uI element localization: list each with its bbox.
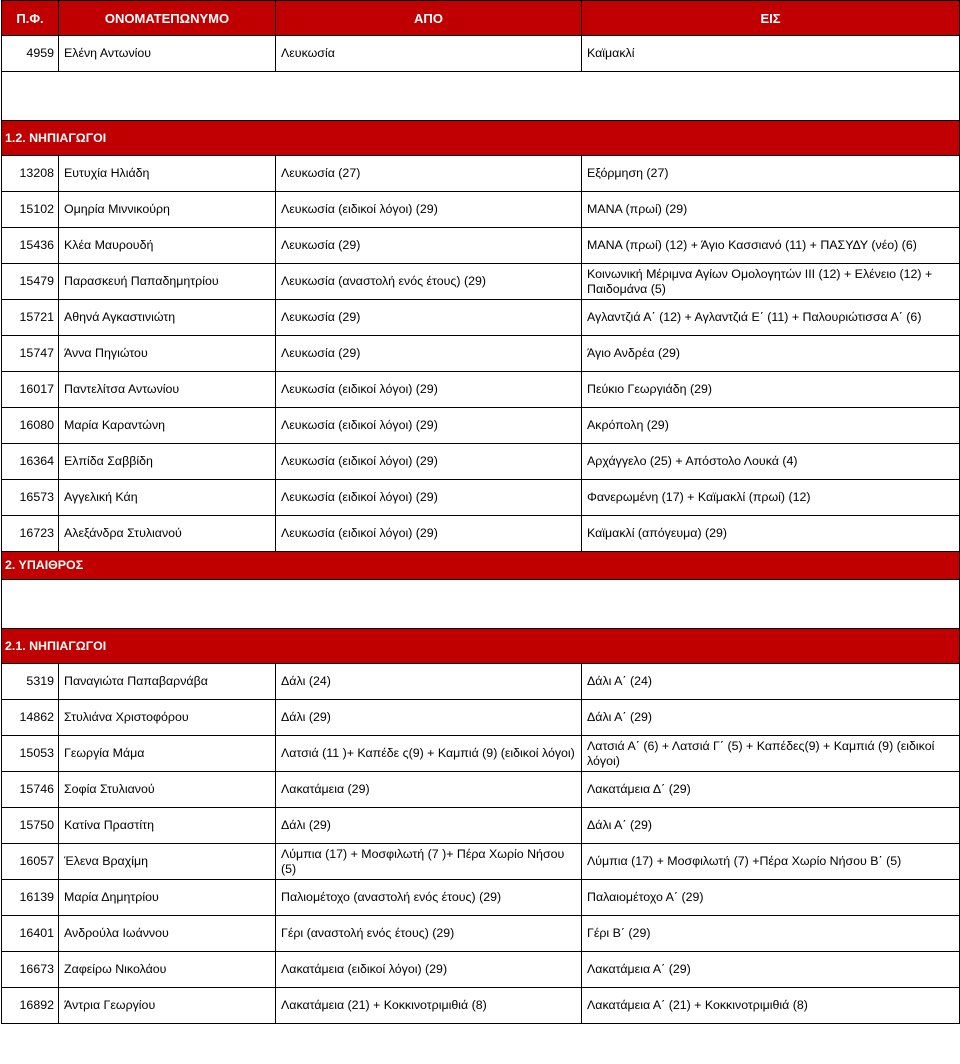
cell-pf: 16017	[2, 372, 59, 408]
cell-to: Ακρόπολη (29)	[582, 408, 960, 444]
cell-name: Ανδρούλα Ιωάννου	[59, 916, 276, 952]
cell-pf: 15102	[2, 192, 59, 228]
cell-to: Άγιο Ανδρέα (29)	[582, 336, 960, 372]
table-row	[2, 988, 960, 1024]
cell-from: Λευκωσία (αναστολή ενός έτους) (29)	[276, 264, 582, 300]
section-heading	[2, 629, 960, 664]
cell-name: Ζαφείρω Νικολάου	[59, 952, 276, 988]
table-row	[2, 700, 960, 736]
cell-to: Καϊμακλί (απόγευμα) (29)	[582, 516, 960, 552]
header-pf: Π.Φ.	[2, 1, 59, 36]
cell-name: Κατίνα Πραστίτη	[59, 808, 276, 844]
cell-pf: 16364	[2, 444, 59, 480]
cell-from: Λακατάμεια (21) + Κοκκινοτριμιθιά (8)	[276, 988, 582, 1024]
cell-from: Λευκωσία (ειδικοί λόγοι) (29)	[276, 480, 582, 516]
section-heading	[2, 552, 960, 580]
cell-pf: 16401	[2, 916, 59, 952]
cell-from: Λευκωσία (ειδικοί λόγοι) (29)	[276, 192, 582, 228]
cell-from: Λευκωσία (29)	[276, 336, 582, 372]
cell-to: ΜΑΝΑ (πρωί) (29)	[582, 192, 960, 228]
table-row	[2, 372, 960, 408]
table-row	[2, 736, 960, 772]
cell-pf: 4959	[2, 36, 59, 72]
section-title: 1.2. ΝΗΠΙΑΓΩΓΟΙ	[2, 121, 960, 156]
cell-name: Άντρια Γεωργίου	[59, 988, 276, 1024]
table-row	[2, 228, 960, 264]
cell-name: Στυλιάνα Χριστοφόρου	[59, 700, 276, 736]
cell-to: Λακατάμεια Α΄ (29)	[582, 952, 960, 988]
cell-from: Λακατάμεια (29)	[276, 772, 582, 808]
table-row	[2, 444, 960, 480]
cell-name: Ομηρία Μιννικούρη	[59, 192, 276, 228]
table-row	[2, 300, 960, 336]
cell-name: Ευτυχία Ηλιάδη	[59, 156, 276, 192]
cell-to: Λατσιά Α΄ (6) + Λατσιά Γ΄ (5) + Καπέδες(9) + Καμπιά (9) (ειδικοί λόγοι)	[582, 736, 960, 772]
cell-to: Φανερωμένη (17) + Καϊμακλί (πρωί) (12)	[582, 480, 960, 516]
table-row	[2, 192, 960, 228]
cell-to: Κοινωνική Μέριμνα Αγίων Ομολογητών ΙΙΙ (12) + Ελένειο (12) + Παιδομάνα (5)	[582, 264, 960, 300]
cell-from: Λακατάμεια (ειδικοί λόγοι) (29)	[276, 952, 582, 988]
cell-to: Παλαιομέτοχο Α΄ (29)	[582, 880, 960, 916]
cell-to: Γέρι Β΄ (29)	[582, 916, 960, 952]
cell-from: Λευκωσία (29)	[276, 228, 582, 264]
table-row	[2, 880, 960, 916]
cell-to: Εξόρμηση (27)	[582, 156, 960, 192]
cell-name: Κλέα Μαυρουδή	[59, 228, 276, 264]
cell-pf: 14862	[2, 700, 59, 736]
cell-from: Λευκωσία (29)	[276, 300, 582, 336]
table-row	[2, 408, 960, 444]
table-row	[2, 952, 960, 988]
cell-pf: 5319	[2, 664, 59, 700]
cell-pf: 16080	[2, 408, 59, 444]
section-title: 2.1. ΝΗΠΙΑΓΩΓΟΙ	[2, 629, 960, 664]
cell-from: Λευκωσία (27)	[276, 156, 582, 192]
table-row	[2, 808, 960, 844]
cell-to: Δάλι Α΄ (29)	[582, 700, 960, 736]
cell-from: Λευκωσία (ειδικοί λόγοι) (29)	[276, 444, 582, 480]
cell-pf: 15750	[2, 808, 59, 844]
cell-name: Γεωργία Μάμα	[59, 736, 276, 772]
cell-to: Λακατάμεια Δ΄ (29)	[582, 772, 960, 808]
cell-name: Ελένη Αντωνίου	[59, 36, 276, 72]
cell-from: Λευκωσία (ειδικοί λόγοι) (29)	[276, 516, 582, 552]
cell-from: Δάλι (29)	[276, 700, 582, 736]
cell-pf: 16673	[2, 952, 59, 988]
cell-pf: 16723	[2, 516, 59, 552]
table-row	[2, 156, 960, 192]
cell-pf: 16057	[2, 844, 59, 880]
cell-from: Δάλι (24)	[276, 664, 582, 700]
table-row	[2, 844, 960, 880]
cell-pf: 13208	[2, 156, 59, 192]
cell-name: Αθηνά Αγκαστινιώτη	[59, 300, 276, 336]
spacer-row	[2, 72, 960, 121]
cell-from: Δάλι (29)	[276, 808, 582, 844]
cell-name: Παναγιώτα Παπαβαρνάβα	[59, 664, 276, 700]
table-row	[2, 916, 960, 952]
cell-pf: 16139	[2, 880, 59, 916]
cell-from: Λύμπια (17) + Μοσφιλωτή (7 )+ Πέρα Χωρίο Νήσου (5)	[276, 844, 582, 880]
cell-to: Δάλι Α΄ (24)	[582, 664, 960, 700]
cell-name: Παντελίτσα Αντωνίου	[59, 372, 276, 408]
cell-from: Γέρι (αναστολή ενός έτους) (29)	[276, 916, 582, 952]
cell-pf: 16573	[2, 480, 59, 516]
cell-pf: 16892	[2, 988, 59, 1024]
cell-name: Αγγελική Κάη	[59, 480, 276, 516]
table-row	[2, 264, 960, 300]
cell-to: Λακατάμεια Α΄ (21) + Κοκκινοτριμιθιά (8)	[582, 988, 960, 1024]
cell-from: Παλιομέτοχο (αναστολή ενός έτους) (29)	[276, 880, 582, 916]
cell-pf: 15721	[2, 300, 59, 336]
cell-from: Λευκωσία (ειδικοί λόγοι) (29)	[276, 408, 582, 444]
cell-to: Δάλι Α΄ (29)	[582, 808, 960, 844]
table-row	[2, 772, 960, 808]
spacer-row	[2, 580, 960, 629]
transfers-table	[1, 0, 960, 1024]
cell-name: Άννα Πηγιώτου	[59, 336, 276, 372]
cell-name: Μαρία Καραντώνη	[59, 408, 276, 444]
cell-name: Παρασκευή Παπαδημητρίου	[59, 264, 276, 300]
cell-name: Αλεξάνδρα Στυλιανού	[59, 516, 276, 552]
cell-from: Λευκωσία	[276, 36, 582, 72]
cell-pf: 15747	[2, 336, 59, 372]
cell-name: Έλενα Βραχίμη	[59, 844, 276, 880]
cell-name: Μαρία Δημητρίου	[59, 880, 276, 916]
section-2-1-rows	[2, 664, 960, 1024]
header-name: ΟΝΟΜΑΤΕΠΩΝΥΜΟ	[59, 1, 276, 36]
table-row	[2, 664, 960, 700]
header-to: ΕΙΣ	[582, 1, 960, 36]
cell-name: Ελπίδα Σαββίδη	[59, 444, 276, 480]
table-row	[2, 516, 960, 552]
table-row	[2, 336, 960, 372]
cell-to: Αρχάγγελο (25) + Απόστολο Λουκά (4)	[582, 444, 960, 480]
cell-to: Πεύκιο Γεωργιάδη (29)	[582, 372, 960, 408]
cell-to: ΜΑΝΑ (πρωί) (12) + Άγιο Κασσιανό (11) + ΠΑΣΥΔΥ (νέο) (6)	[582, 228, 960, 264]
table-row	[2, 480, 960, 516]
section-heading	[2, 121, 960, 156]
cell-to: Λύμπια (17) + Μοσφιλωτή (7) +Πέρα Χωρίο Νήσου Β΄ (5)	[582, 844, 960, 880]
cell-from: Λατσιά (11 )+ Καπέδε ς(9) + Καμπιά (9) (ειδικοί λόγοι)	[276, 736, 582, 772]
cell-pf: 15053	[2, 736, 59, 772]
cell-pf: 15479	[2, 264, 59, 300]
header-from: ΑΠΟ	[276, 1, 582, 36]
section-title: 2. ΥΠΑΙΘΡΟΣ	[2, 552, 960, 580]
table-row	[2, 36, 960, 72]
section-1-2-rows	[2, 156, 960, 552]
cell-to: Αγλαντζιά Α΄ (12) + Αγλαντζιά Ε΄ (11) + Παλουριώτισσα Α΄ (6)	[582, 300, 960, 336]
cell-name: Σοφία Στυλιανού	[59, 772, 276, 808]
table-header-row	[2, 1, 960, 36]
cell-pf: 15436	[2, 228, 59, 264]
cell-pf: 15746	[2, 772, 59, 808]
cell-to: Καϊμακλί	[582, 36, 960, 72]
cell-from: Λευκωσία (ειδικοί λόγοι) (29)	[276, 372, 582, 408]
